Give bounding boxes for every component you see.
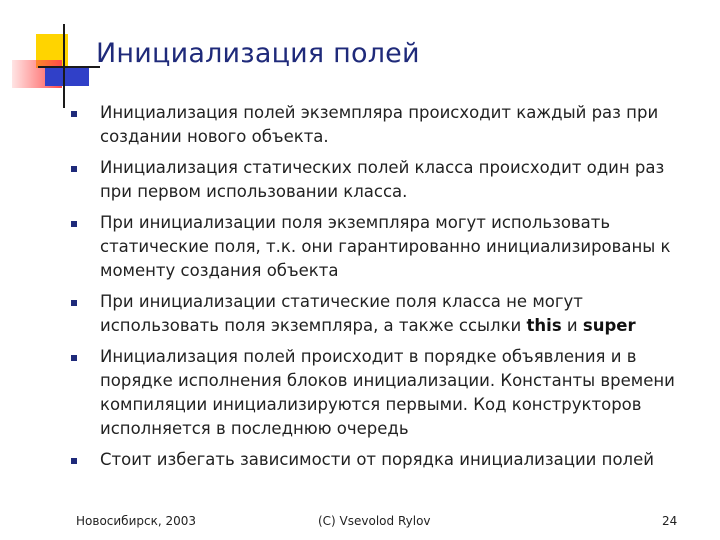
bullet-item <box>70 211 700 283</box>
bullet-text: Инициализация полей экземпляра происходит каждый раз при создании нового объекта. <box>100 103 659 146</box>
keyword-text: super <box>582 316 636 335</box>
bullet-item <box>70 101 700 149</box>
square-bullet-icon <box>71 300 77 306</box>
logo-horizontal-line <box>38 66 100 68</box>
square-bullet-icon <box>71 458 77 464</box>
bullet-text: При инициализации статические поля класса не могут использовать поля экземпляра, а также ссылки <box>100 292 583 335</box>
bullet-item <box>70 448 700 472</box>
bullet-item <box>70 290 700 338</box>
bullet-text: При инициализации поля экземпляра могут использовать статические поля, т.к. они гарантированно инициализированы к моменту создания объекта <box>100 213 671 280</box>
bullet-text: Инициализация полей происходит в порядке объявления и в порядке исполнения блоков инициализации. Константы времени компиляции инициализируются первыми. Код конструкторов исполняется в последнюю очередь <box>100 347 675 438</box>
square-bullet-icon <box>71 355 77 361</box>
corner-logo-graphic <box>0 0 100 110</box>
bullet-list <box>70 101 700 479</box>
bullet-item <box>70 156 700 204</box>
keyword-text: this <box>526 316 562 335</box>
footer-copyright: (C) Vsevolod Rylov <box>318 514 431 528</box>
footer-page-number: 24 <box>662 514 678 528</box>
square-bullet-icon <box>71 166 77 172</box>
square-bullet-icon <box>71 221 77 227</box>
bullet-text: Стоит избегать зависимости от порядка инициализации полей <box>100 450 654 469</box>
footer-location-year: Новосибирск, 2003 <box>76 514 197 528</box>
slide-title: Инициализация полей <box>96 38 420 69</box>
logo-blue-square <box>45 66 89 86</box>
bullet-text: и <box>561 316 583 335</box>
square-bullet-icon <box>71 111 77 117</box>
bullet-text: Инициализация статических полей класса происходит один раз при первом использовании класса. <box>100 158 665 201</box>
bullet-item <box>70 345 700 441</box>
